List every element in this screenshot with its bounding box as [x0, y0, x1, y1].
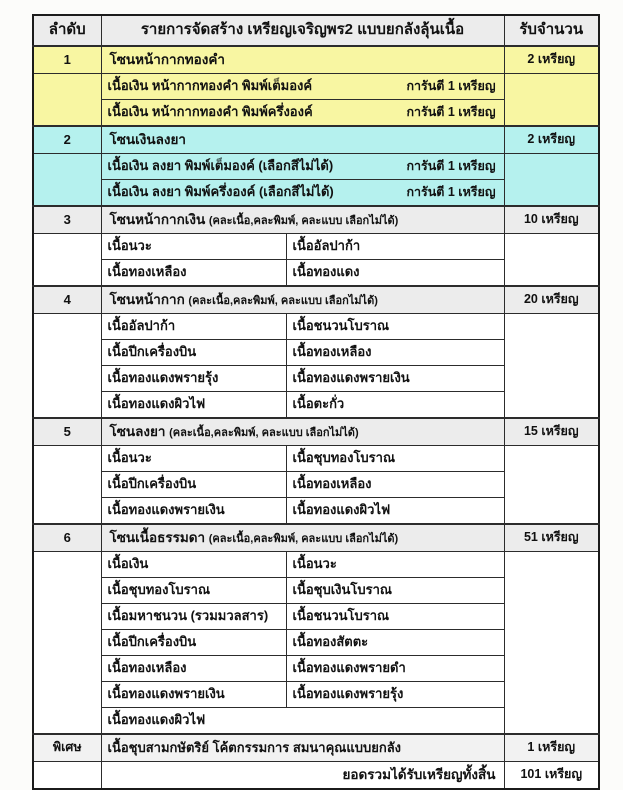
- item-label: เนื้อเงิน ลงยา พิมพ์ครึ่งองค์ (เลือกสีไม่ได้): [107, 184, 334, 200]
- table-body: [33, 46, 599, 789]
- item-cell: เนื้อชุบทองโบราณ: [286, 446, 504, 472]
- zone-title: โซนเนื้อธรรมดา: [109, 529, 206, 545]
- zone-2-item-row: [33, 154, 599, 180]
- merged-number-cell: [33, 234, 101, 287]
- zone-title-cell: [101, 126, 504, 154]
- merged-qty-cell: [504, 552, 599, 735]
- merged-qty-cell: [504, 154, 599, 207]
- total-label: ยอดรวมได้รับเหรียญทั้งสิ้น: [101, 762, 504, 790]
- zone-subtitle: (คละเนื้อ,คละพิมพ์, คละแบบ เลือกไม่ได้): [188, 294, 378, 307]
- item-text-wrap: [108, 104, 498, 120]
- guarantee-label: การันตี 1 เหรียญ: [406, 104, 496, 119]
- merged-qty-cell: [504, 74, 599, 127]
- zone-2-header-row: [33, 126, 599, 154]
- special-row: [33, 734, 599, 762]
- item-cell: เนื้อปีกเครื่องบิน: [101, 472, 286, 498]
- zone-1-item-row: [33, 74, 599, 100]
- item-cell: เนื้อนวะ: [101, 234, 286, 260]
- item-cell: เนื้อปีกเครื่องบิน: [101, 340, 286, 366]
- item-cell: เนื้อทองแดงพรายรุ้ง: [286, 682, 504, 708]
- item-text-wrap: [108, 158, 498, 174]
- zone-qty: 10 เหรียญ: [504, 206, 599, 234]
- merged-number-cell: [33, 446, 101, 525]
- item-label: เนื้อเงิน หน้ากากทองคำ พิมพ์ครึ่งองค์: [107, 104, 313, 120]
- item-text-wrap: [108, 78, 498, 94]
- zone-qty: 2 เหรียญ: [504, 46, 599, 74]
- zone-number: 1: [33, 46, 101, 74]
- item-cell: เนื้อทองเหลือง: [101, 656, 286, 682]
- special-desc: เนื้อชุบสามกษัตริย์ โค้ตกรรมการ สมนาคุณแบบยกลัง: [101, 734, 504, 762]
- item-cell: เนื้อทองแดงผิวไฟ: [286, 498, 504, 525]
- zone-number: 5: [33, 418, 101, 446]
- total-qty: 101 เหรียญ: [504, 762, 599, 790]
- item-label: เนื้อเงิน หน้ากากทองคำ พิมพ์เต็มองค์: [107, 78, 313, 94]
- item-cell: เนื้อทองสัตตะ: [286, 630, 504, 656]
- item-cell: เนื้อทองแดงพรายรุ้ง: [101, 366, 286, 392]
- zone-title: โซนหน้ากาก: [109, 291, 185, 307]
- header-row: [33, 15, 599, 46]
- zone-3-item-row: [33, 234, 599, 260]
- item-cell: [101, 74, 504, 100]
- item-cell: เนื้อชุบทองโบราณ: [101, 578, 286, 604]
- zone-number: 2: [33, 126, 101, 154]
- item-cell: [101, 180, 504, 207]
- item-cell: [101, 154, 504, 180]
- item-cell: เนื้อทองแดงพรายเงิน: [101, 682, 286, 708]
- total-empty-cell: [33, 762, 101, 790]
- item-cell: เนื้อนวะ: [286, 552, 504, 578]
- zone-5-header-row: [33, 418, 599, 446]
- zone-subtitle: (คละเนื้อ,คละพิมพ์, คละแบบ เลือกไม่ได้): [208, 532, 399, 545]
- special-qty: 1 เหรียญ: [504, 734, 599, 762]
- zone-title: โซนหน้ากากเงิน: [109, 211, 206, 227]
- item-cell: เนื้อตะกั่ว: [286, 392, 504, 419]
- item-cell: เนื้ออัลปาก้า: [286, 234, 504, 260]
- item-cell: เนื้อทองแดงพรายเงิน: [101, 498, 286, 525]
- item-cell: เนื้อมหาชนวน (รวมมวลสาร): [101, 604, 286, 630]
- guarantee-label: การันตี 1 เหรียญ: [406, 184, 496, 199]
- zone-5-item-row: [33, 446, 599, 472]
- item-cell: เนื้อเงิน: [101, 552, 286, 578]
- zone-subtitle: (คละเนื้อ,คละพิมพ์, คละแบบ เลือกไม่ได้): [169, 426, 359, 439]
- item-cell: เนื้อทองแดงพรายเงิน: [286, 366, 504, 392]
- merged-qty-cell: [504, 314, 599, 419]
- zone-title-cell: [101, 206, 504, 234]
- item-cell: เนื้อทองเหลือง: [101, 260, 286, 287]
- list-column-header: รายการจัดสร้าง เหรียญเจริญพร2 แบบยกลังลุ้นเนื้อ: [101, 15, 504, 46]
- zone-subtitle: (คละเนื้อ,คละพิมพ์, คละแบบ เลือกไม่ได้): [208, 214, 399, 227]
- zone-title-cell: [101, 46, 504, 74]
- zone-4-header-row: [33, 286, 599, 314]
- item-cell: เนื้อทองแดง: [286, 260, 504, 287]
- zone-number: 4: [33, 286, 101, 314]
- zone-title-cell: [101, 418, 504, 446]
- merged-qty-cell: [504, 446, 599, 525]
- order-column-header: ลำดับ: [33, 15, 101, 46]
- zone-title: โซนลงยา: [109, 423, 166, 439]
- item-cell: เนื้อชุบเงินโบราณ: [286, 578, 504, 604]
- item-cell: เนื้อทองแดงพรายดำ: [286, 656, 504, 682]
- guarantee-label: การันตี 1 เหรียญ: [406, 78, 496, 93]
- item-cell: เนื้อนวะ: [101, 446, 286, 472]
- merged-number-cell: [33, 154, 101, 207]
- merged-number-cell: [33, 552, 101, 735]
- coin-production-table: [32, 14, 600, 790]
- zone-6-item-row: [33, 552, 599, 578]
- zone-1-header-row: [33, 46, 599, 74]
- zone-number: 6: [33, 524, 101, 552]
- item-cell: [101, 100, 504, 127]
- zone-title: โซนหน้ากากทองคำ: [109, 51, 225, 67]
- zone-number: 3: [33, 206, 101, 234]
- zone-qty: 2 เหรียญ: [504, 126, 599, 154]
- item-cell: เนื้อชนวนโบราณ: [286, 314, 504, 340]
- total-row: [33, 762, 599, 790]
- zone-title-cell: [101, 524, 504, 552]
- item-cell: เนื้ออัลปาก้า: [101, 314, 286, 340]
- zone-qty: 51 เหรียญ: [504, 524, 599, 552]
- zone-title: โซนเงินลงยา: [109, 131, 186, 147]
- zone-qty: 15 เหรียญ: [504, 418, 599, 446]
- special-label: พิเศษ: [33, 734, 101, 762]
- guarantee-label: การันตี 1 เหรียญ: [406, 158, 496, 173]
- merged-number-cell: [33, 314, 101, 419]
- item-cell: เนื้อทองแดงผิวไฟ: [101, 392, 286, 419]
- qty-column-header: รับจำนวน: [504, 15, 599, 46]
- zone-3-header-row: [33, 206, 599, 234]
- merged-qty-cell: [504, 234, 599, 287]
- zone-qty: 20 เหรียญ: [504, 286, 599, 314]
- merged-number-cell: [33, 74, 101, 127]
- zone-title-cell: [101, 286, 504, 314]
- item-cell: เนื้อทองเหลือง: [286, 472, 504, 498]
- item-cell: เนื้อทองแดงผิวไฟ: [101, 708, 504, 735]
- item-cell: เนื้อชนวนโบราณ: [286, 604, 504, 630]
- item-cell: เนื้อทองเหลือง: [286, 340, 504, 366]
- item-text-wrap: [108, 184, 498, 200]
- zone-6-header-row: [33, 524, 599, 552]
- item-cell: เนื้อปีกเครื่องบิน: [101, 630, 286, 656]
- item-label: เนื้อเงิน ลงยา พิมพ์เต็มองค์ (เลือกสีไม่ได้): [107, 158, 334, 174]
- zone-4-item-row: [33, 314, 599, 340]
